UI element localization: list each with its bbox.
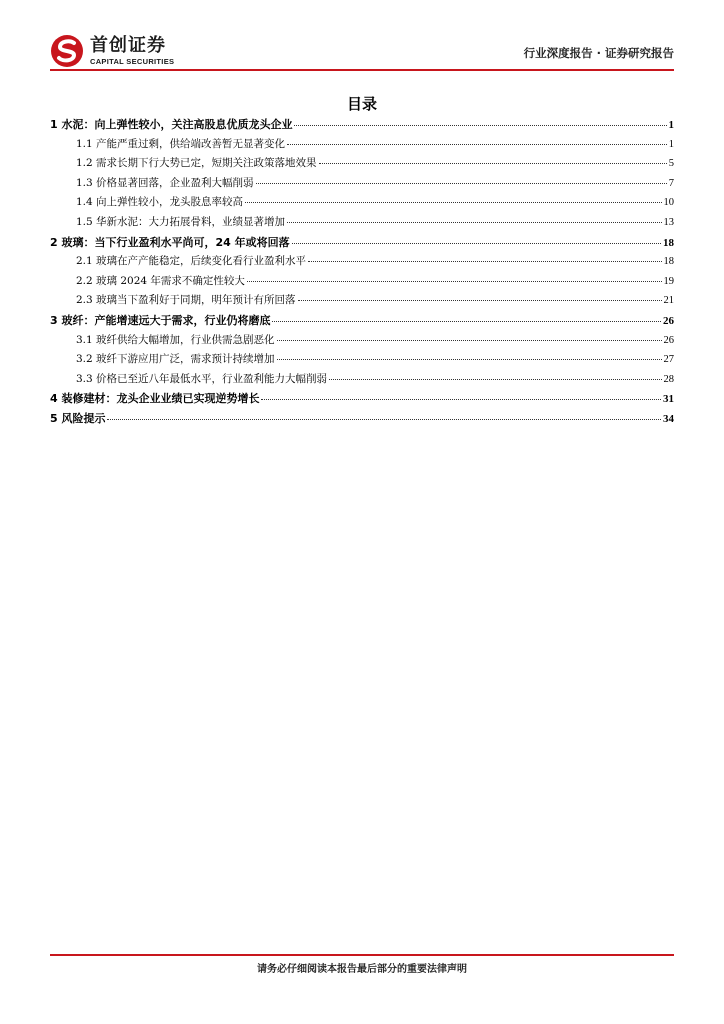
toc-page-number: 31 [663,393,674,406]
toc-section-entry[interactable] [50,273,674,293]
toc-leader-dots [247,281,662,282]
toc-entry-label: 2.2 玻璃 2024 年需求不确定性较大 [76,274,245,287]
toc-section-entry[interactable] [50,214,674,234]
toc-page-number: 21 [663,295,674,307]
toc-entry-label: 1.5 华新水泥：大力拓展骨料，业绩显著增加 [76,215,286,228]
toc-entry-label: 3.1 玻纤供给大幅增加，行业供需急剧恶化 [76,333,275,346]
toc-entry-label: 2 玻璃：当下行业盈利水平尚可，24 年或将回落 [50,235,290,249]
toc-leader-dots [287,144,667,145]
page-header [50,34,674,74]
report-type-label: 行业深度报告 · 证券研究报告 [523,46,674,60]
logo-chinese-name: 首创证券 [90,34,166,56]
toc-page-number: 7 [668,177,674,189]
toc-entry-label: 1.2 需求长期下行大势已定，短期关注政策落地效果 [76,157,317,170]
toc-page-number: 19 [663,275,674,287]
toc-leader-dots [277,340,662,341]
toc-section-entry[interactable] [50,292,674,312]
toc-entry-label: 2.3 玻璃当下盈利好于同期，明年预计有所回落 [76,294,296,307]
toc-page-number: 10 [663,197,674,209]
toc-entry-label: 3.2 玻纤下游应用广泛，需求预计持续增加 [76,353,275,366]
toc-entry-label: 3.3 价格已至近八年最低水平，行业盈利能力大幅削弱 [76,372,328,385]
toc-leader-dots [292,243,661,244]
toc-page-number: 26 [663,334,674,346]
toc-page-number: 1 [668,138,674,150]
toc-page-number: 34 [663,412,674,425]
toc-leader-dots [298,300,662,301]
toc-chapter-entry[interactable] [50,410,674,430]
toc-leader-dots [294,125,666,126]
toc-entry-label: 1.4 向上弹性较小，龙头股息率较高 [76,196,244,209]
toc-leader-dots [245,202,661,203]
toc-section-entry[interactable] [50,136,674,156]
toc-section-entry[interactable] [50,194,674,214]
toc-leader-dots [308,261,661,262]
toc-page-number: 5 [668,158,674,170]
header-divider [50,69,674,71]
toc-page-number: 1 [668,119,674,131]
toc-section-entry[interactable] [50,371,674,391]
toc-leader-dots [287,222,661,223]
toc-page-number: 18 [663,256,674,268]
toc-entry-label: 4 装修建材：龙头企业业绩已实现逆势增长 [50,392,260,406]
toc-entry-label: 1 水泥：向上弹性较小，关注高股息优质龙头企业 [50,118,293,131]
toc-page-number: 28 [663,373,674,385]
table-of-contents [50,116,674,430]
toc-leader-dots [256,183,667,184]
toc-entry-label: 2.1 玻璃在产产能稳定，后续变化看行业盈利水平 [76,255,307,268]
legal-disclaimer: 请务必仔细阅读本报告最后部分的重要法律声明 [257,964,467,975]
toc-leader-dots [261,399,661,400]
toc-section-entry[interactable] [50,253,674,273]
toc-leader-dots [319,163,667,164]
toc-page-number: 27 [663,354,674,366]
toc-entry-label: 5 风险提示 [50,411,106,425]
toc-leader-dots [107,419,661,420]
toc-section-entry[interactable] [50,175,674,195]
toc-entry-label: 1.3 价格显著回落，企业盈利大幅削弱 [76,176,254,189]
toc-chapter-entry[interactable] [50,116,674,136]
capital-securities-logo-icon [50,34,84,68]
company-logo [50,34,174,68]
toc-leader-dots [277,359,662,360]
toc-page-number: 26 [663,314,674,327]
toc-chapter-entry[interactable] [50,234,674,254]
toc-section-entry[interactable] [50,155,674,175]
footer-divider [50,954,674,956]
toc-entry-label: 1.1 产能严重过剩，供给端改善暂无显著变化 [76,137,286,150]
toc-entry-label: 3 玻纤：产能增速远大于需求，行业仍将磨底 [50,313,271,327]
toc-section-entry[interactable] [50,332,674,352]
logo-english-name: CAPITAL SECURITIES [90,56,175,66]
toc-page-number: 13 [663,216,674,228]
toc-page-number: 18 [663,236,674,249]
toc-section-entry[interactable] [50,351,674,371]
toc-leader-dots [329,379,661,380]
toc-leader-dots [272,321,661,322]
toc-chapter-entry[interactable] [50,312,674,332]
toc-title: 目录 [346,95,377,113]
toc-chapter-entry[interactable] [50,390,674,410]
